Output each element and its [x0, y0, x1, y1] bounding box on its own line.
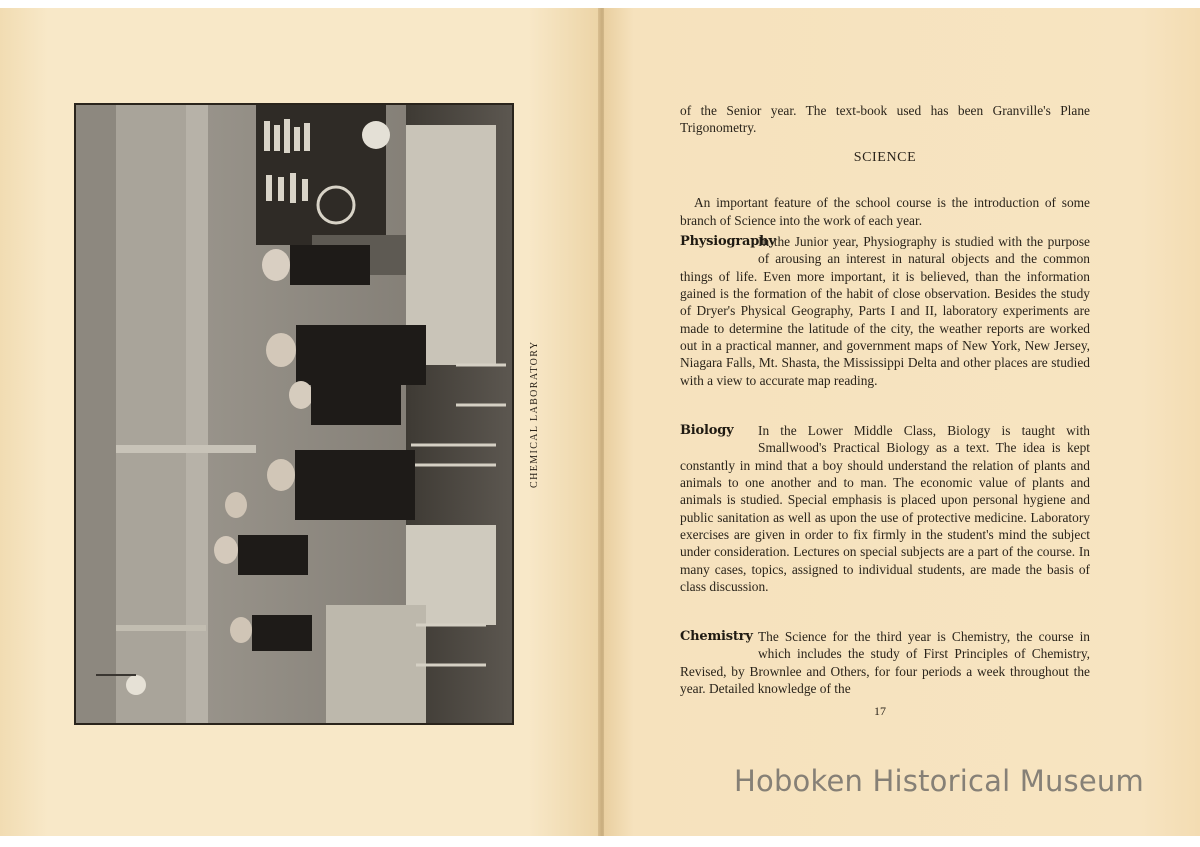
- laboratory-scene: [76, 105, 512, 723]
- section-title: SCIENCE: [853, 150, 917, 165]
- subject-physiography: [680, 233, 1090, 389]
- subject-text: In the Junior year, Physiography is studied with the purpose of arousing an interest in natural objects and the common things of life. Even more important, it is believed, than the information gained is the formation of the habit of close observation. Besides the study of Dryer's Physical Geography, Parts I and II, laboratory experiments are made to determine the latitude of the city, the weather reports are worked out in a practical manner, and government maps of New York, New Jersey, Niagara Falls, Mt. Shasta, the Mississippi Delta and other places are studied with a view to accurate map reading.: [680, 234, 1090, 388]
- intro-paragraph: An important feature of the school course is the introduction of some branch of Science into the work of each year.: [680, 195, 1090, 228]
- plate-caption: CHEMICAL LABORATORY: [529, 340, 540, 488]
- continuation-paragraph: [680, 102, 1090, 137]
- subject-chemistry: [680, 628, 1090, 697]
- subject-heading: Biology: [680, 423, 734, 438]
- subject-heading: Chemistry: [680, 629, 753, 644]
- subject-heading: Physiography: [680, 234, 776, 249]
- subject-text: The Science for the third year is Chemistry, the course in which includes the study of First Principles of Chemistry, Revised, by Brownlee and Others, for four periods a week throughout the year. Detailed knowledge of the: [680, 629, 1090, 697]
- page-number: 17: [874, 704, 886, 718]
- continuation-text: of the Senior year. The text-book used has been Granville's Plane Trigonometry.: [680, 103, 1090, 136]
- subject-text: In the Lower Middle Class, Biology is taught with Smallwood's Practical Biology as a text. The idea is kept constantly in mind that a boy should understand the relation of plants and animals to one another and to man. The economic value of plants and animals is studied. Special emphasis is placed upon personal hygiene and public sanitation as well as upon the use of protective medicine. Laboratory exercises are given in order to fix firmly in the student's mind the subject under consideration. Lectures on special subjects are a part of the course. In many cases, topics, assigned to individual students, are made the basis of class discussion.: [680, 423, 1090, 595]
- subject-biology: [680, 422, 1090, 595]
- chemical-laboratory-photograph: [74, 103, 514, 725]
- museum-watermark: Hoboken Historical Museum: [734, 764, 1144, 798]
